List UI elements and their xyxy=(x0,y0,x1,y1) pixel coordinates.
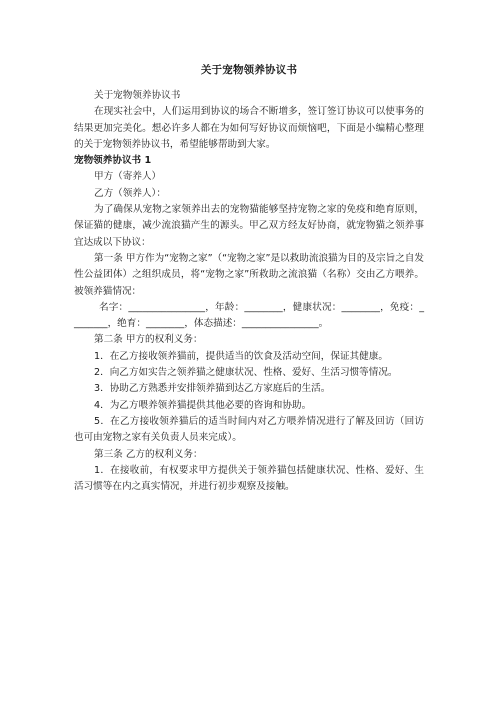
paragraph: 甲方（寄养人） xyxy=(94,171,162,183)
paragraph: 4．为乙方喂养领养猫提供其他必要的咨询和协助。 xyxy=(94,399,312,411)
paragraph: 5．在乙方接收领养猫后的适当时间内对乙方喂养情况进行了解及回访（回访也可由宠物之家有关负责人员来完成）。 xyxy=(74,415,424,444)
paragraph: 第一条 甲方作为“宠物之家”（“宠物之家”是以救助流浪猫为目的及宗旨之自发性公益团体）之组织成员，将“宠物之家”所救助之流浪猫（名称）交由乙方喂养。被领养猫情况： xyxy=(74,252,424,297)
paragraph: 名字：________________，年龄：________，健康状况：________，免疫：________，绝育：________，体态描述：________________。 xyxy=(74,301,424,330)
paragraph: 为了确保从宠物之家领养出去的宠物猫能够坚持宠物之家的免疫和绝育原则，保证猫的健康，减少流浪猫产生的源头。甲乙双方经友好协商，就宠物猫之领养事宜达成以下协议： xyxy=(74,204,424,248)
paragraph: 1．在乙方接收领养猫前，提供适当的饮食及活动空间，保证其健康。 xyxy=(94,350,388,362)
paragraph: 关于宠物领养协议书 xyxy=(94,90,181,101)
section-heading: 宠物领养协议书 1 xyxy=(74,155,152,167)
paragraph: 第二条 甲方的权利义务： xyxy=(94,334,203,346)
paragraph: 3．协助乙方熟悉并安排领养猫到达乙方家庭后的生活。 xyxy=(94,383,331,395)
paragraph: 1．在接收前，有权要求甲方提供关于领养猫包括健康状况、性格、爱好、生活习惯等在内之真实情况，并进行初步观察及接触。 xyxy=(74,464,424,493)
document-title: 关于宠物领养协议书 xyxy=(200,64,298,76)
paragraph: 第三条 乙方的权利义务： xyxy=(94,448,203,460)
paragraph: 2．向乙方如实告之领养猫之健康状况、性格、爱好、生活习惯等情况。 xyxy=(94,367,398,379)
paragraph: 在现实社会中，人们运用到协议的场合不断增多，签订签订协议可以使事务的结果更加完美化。想必许多人都在为如何写好协议而烦恼吧，下面是小编精心整理的关于宠物领养协议书，希望能够帮助到大家。 xyxy=(74,106,424,150)
paragraph: 乙方（领养人）： xyxy=(94,187,166,199)
